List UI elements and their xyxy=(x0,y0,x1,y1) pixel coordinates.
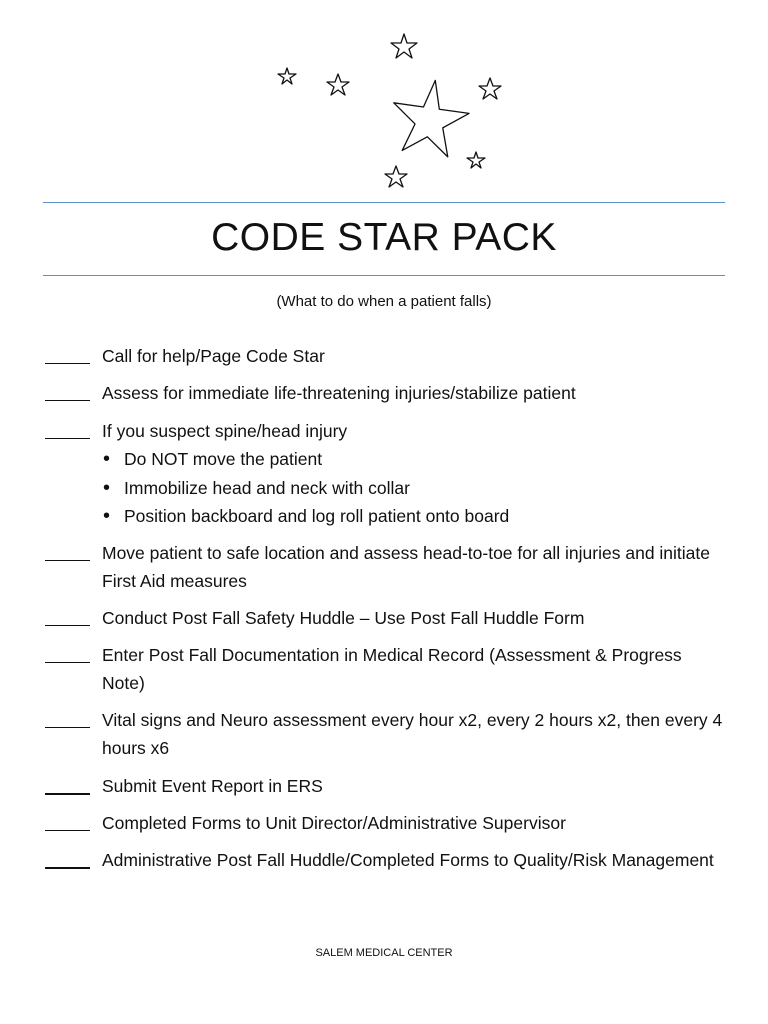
bullet-item: • Immobilize head and neck with collar xyxy=(102,474,725,503)
top-divider xyxy=(43,202,725,203)
checklist-item-move-patient: Move patient to safe location and assess head-to-toe for all injuries and initiate First Aid measures xyxy=(45,539,725,595)
checklist-item-vital-signs: Vital signs and Neuro assessment every hour x2, every 2 hours x2, then every 4 hours x6 xyxy=(45,706,725,762)
checkbox-blank[interactable] xyxy=(45,625,90,626)
checkbox-blank[interactable] xyxy=(45,727,90,728)
page-subtitle: (What to do when a patient falls) xyxy=(276,293,492,310)
bullet-item: • Do NOT move the patient xyxy=(102,445,725,474)
checkbox-blank[interactable] xyxy=(45,438,90,439)
checklist-item-spine-head-injury: If you suspect spine/head injury • Do NOT move the patient • Immobilize head and neck with collar • Position backboard and log roll patient onto board xyxy=(45,417,725,531)
checkbox-blank[interactable] xyxy=(45,662,90,663)
page-title: CODE STAR PACK xyxy=(211,216,557,259)
checklist xyxy=(45,342,725,874)
footer-organization: SALEM MEDICAL CENTER xyxy=(315,947,453,959)
checkbox-blank[interactable] xyxy=(45,560,90,561)
bottom-divider xyxy=(43,275,725,276)
checklist-item-admin-huddle: Administrative Post Fall Huddle/Completed Forms to Quality/Risk Management xyxy=(45,846,725,874)
checkbox-blank[interactable] xyxy=(45,793,90,795)
checkbox-blank[interactable] xyxy=(45,830,90,831)
checklist-item-safety-huddle: Conduct Post Fall Safety Huddle – Use Post Fall Huddle Form xyxy=(45,604,725,632)
small-stars-icon xyxy=(270,28,510,198)
spine-injury-bullets xyxy=(102,445,725,531)
checklist-item-assess-injuries: Assess for immediate life-threatening injuries/stabilize patient xyxy=(45,379,725,407)
checkbox-blank[interactable] xyxy=(45,400,90,401)
checklist-item-documentation: Enter Post Fall Documentation in Medical Record (Assessment & Progress Note) xyxy=(45,641,725,697)
checklist-item-call-for-help: Call for help/Page Code Star xyxy=(45,342,725,370)
checkbox-blank[interactable] xyxy=(45,363,90,364)
checkbox-blank[interactable] xyxy=(45,867,90,869)
checklist-item-event-report: Submit Event Report in ERS xyxy=(45,772,725,800)
bullet-item: • Position backboard and log roll patient onto board xyxy=(102,502,725,531)
checklist-item-completed-forms: Completed Forms to Unit Director/Administrative Supervisor xyxy=(45,809,725,837)
